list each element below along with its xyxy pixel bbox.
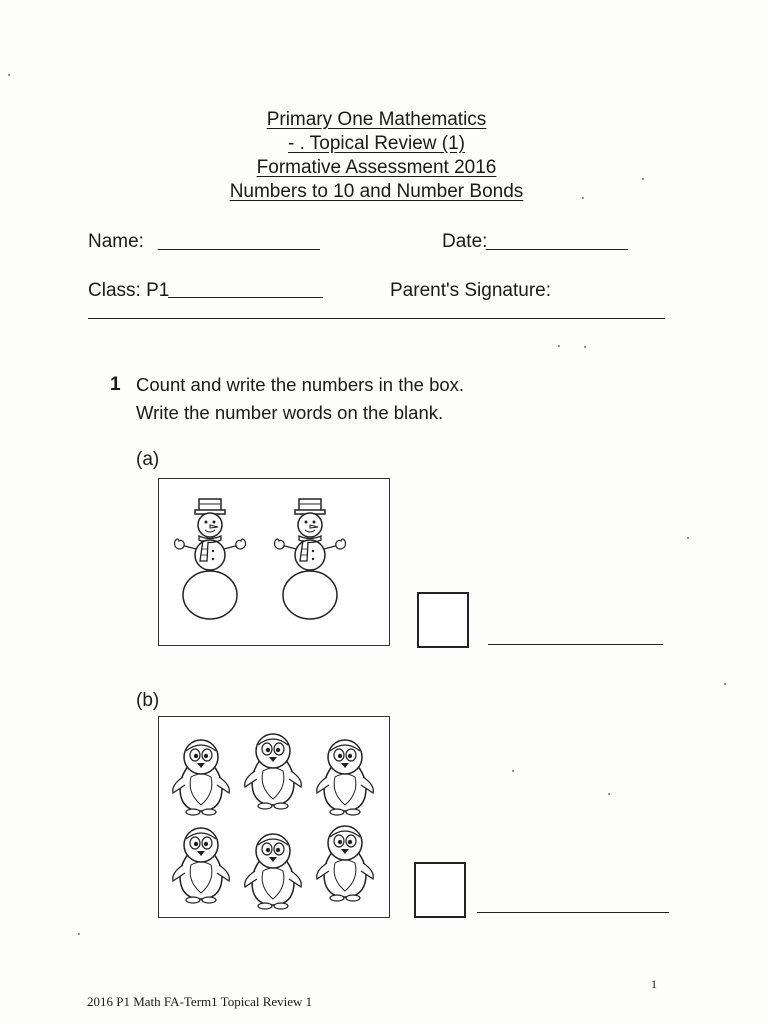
- scan-speck: [642, 178, 644, 180]
- scan-speck: [584, 346, 586, 348]
- number-word-blank-b[interactable]: [477, 912, 669, 913]
- penguin-icon: [245, 734, 302, 809]
- question-instruction-1: Count and write the numbers in the box.: [136, 374, 465, 395]
- scan-speck: [608, 793, 610, 795]
- snowman-icon: [175, 499, 246, 619]
- worksheet-title: [0, 108, 768, 204]
- scan-speck: [512, 770, 514, 772]
- scan-speck: [558, 345, 560, 347]
- part-a-label: (a): [136, 449, 160, 470]
- snowman-picture-box: [158, 478, 390, 646]
- scan-speck: [687, 537, 689, 539]
- scan-speck: [724, 683, 726, 685]
- part-b-label: (b): [136, 690, 160, 711]
- penguin-picture-box: [158, 716, 390, 918]
- answer-box-b[interactable]: [414, 862, 466, 918]
- title-line-assessment: Formative Assessment 2016: [256, 157, 497, 178]
- class-label: Class: P1: [88, 280, 170, 301]
- title-line-subject: Primary One Mathematics: [266, 109, 487, 130]
- penguin-icon: [245, 834, 302, 909]
- date-blank[interactable]: [486, 249, 628, 250]
- scan-speck: [78, 933, 80, 935]
- penguin-icon: [173, 740, 230, 815]
- penguin-icon: [317, 740, 374, 815]
- scan-speck: [582, 197, 584, 199]
- date-label: Date:: [442, 231, 488, 252]
- scan-speck: [8, 74, 10, 76]
- title-line-review: - . Topical Review (1): [287, 133, 466, 154]
- answer-box-a[interactable]: [417, 592, 469, 648]
- header-divider: [88, 318, 665, 319]
- class-blank[interactable]: [168, 297, 323, 298]
- name-label: Name:: [88, 231, 144, 252]
- snowman-icon: [275, 499, 346, 619]
- title-line-topic: Numbers to 10 and Number Bonds: [229, 181, 524, 202]
- name-blank[interactable]: [158, 249, 320, 250]
- signature-label: Parent's Signature:: [390, 280, 551, 301]
- penguin-icon: [173, 828, 230, 903]
- question-number: 1: [110, 374, 121, 395]
- page-number: 1: [651, 977, 657, 991]
- question-instruction-2: Write the number words on the blank.: [136, 402, 444, 423]
- number-word-blank-a[interactable]: [488, 644, 663, 645]
- penguin-icon: [317, 826, 374, 901]
- footer-text: 2016 P1 Math FA-Term1 Topical Review 1: [87, 994, 313, 1009]
